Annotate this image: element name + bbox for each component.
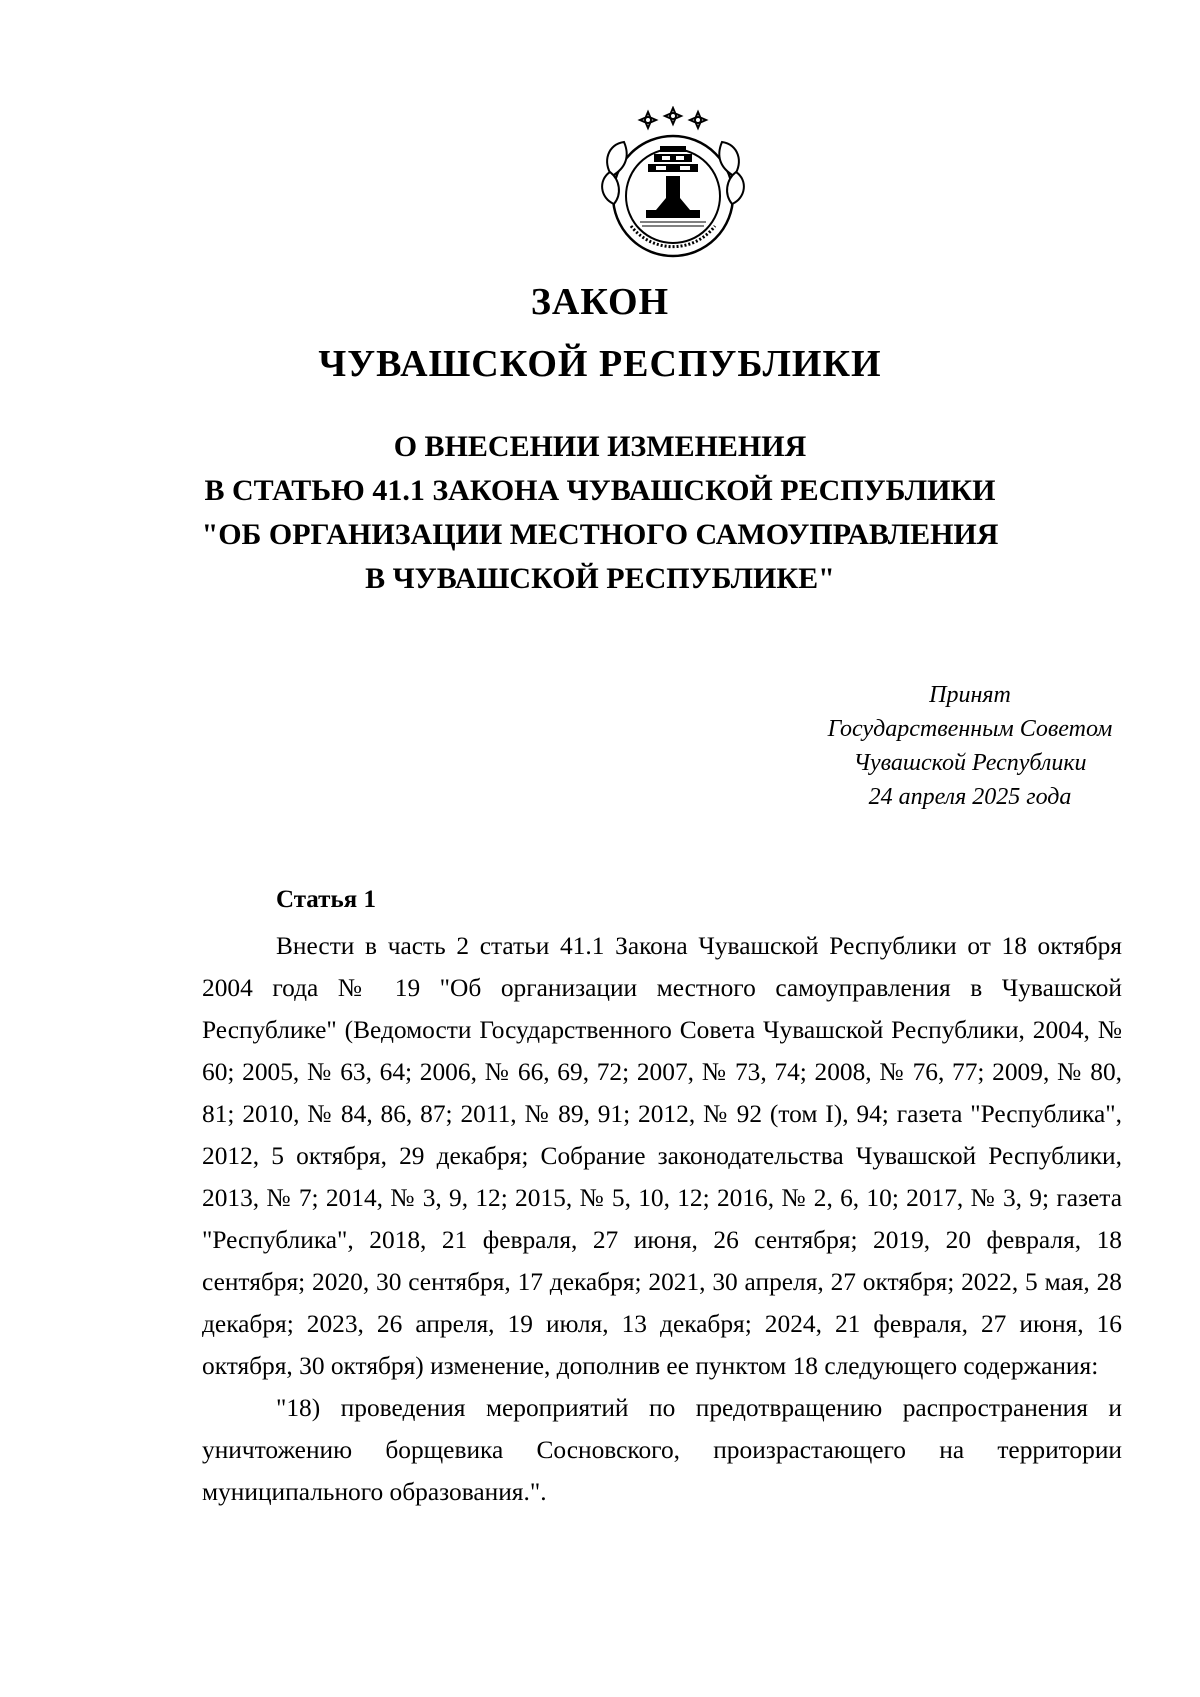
adoption-line: Принят <box>929 682 1011 708</box>
subject-line: "ОБ ОРГАНИЗАЦИИ МЕСТНОГО САМОУПРАВЛЕНИЯ <box>201 518 999 551</box>
adoption-line: Чувашской Республики <box>853 750 1087 776</box>
article-heading: Статья 1 <box>276 886 376 913</box>
article-paragraph: "18) проведения мероприятий по предотвращению распространения и уничтожению борщевика Сосновского, произрастающего на территории муниципального образования.". <box>202 1394 1122 1506</box>
article-paragraph: Внести в часть 2 статьи 41.1 Закона Чувашской Республики от 18 октября 2004 года № 19 "Об организации местного самоуправления в Чувашской Республике" (Ведомости Государственного Совета Чувашской Республики, 2004, № 60; 2005, № 63, 64; 2006, № 66, 69, 72; 2007, № 73, 74; 2008, № 76, 77; 2009, № 80, 81; 2010, № 84, 86, 87; 2011, № 89, 91; 2012, № 92 (том I), 94; газета "Республика", 2012, 5 октября, 29 декабря; Собрание законодательства Чувашской Республики, 2013, № 7; 2014, № 3, 9, 12; 2015, № 5, 10, 12; 2016, № 2, 6, 10; 2017, № 3, 9; газета "Республика", 2018, 21 февраля, 27 июня, 26 сентября; 2019, 20 февраля, 18 сентября; 2020, 30 сентября, 17 декабря; 2021, 30 апреля, 27 октября; 2022, 5 мая, 28 декабря; 2023, 26 апреля, 19 июля, 13 декабря; 2024, 21 февраля, 27 июня, 16 октября, 30 октября) изменение, дополнив ее пунктом 18 следующего содержания: <box>202 932 1122 1380</box>
law-subject <box>0 425 1200 601</box>
adoption-line: Государственным Советом <box>827 716 1113 742</box>
adoption-note <box>780 678 1160 814</box>
subject-line: В СТАТЬЮ 41.1 ЗАКОНА ЧУВАШСКОЙ РЕСПУБЛИКИ <box>204 474 996 507</box>
chuvash-republic-emblem-icon <box>596 106 750 260</box>
republic-title: ЧУВАШСКОЙ РЕСПУБЛИКИ <box>318 343 882 385</box>
adoption-date: 24 апреля 2025 года <box>868 784 1072 810</box>
subject-line: В ЧУВАШСКОЙ РЕСПУБЛИКЕ" <box>365 562 835 595</box>
law-title: ЗАКОН <box>530 281 670 323</box>
article-body <box>202 925 1122 1513</box>
subject-line: О ВНЕСЕНИИ ИЗМЕНЕНИЯ <box>393 430 807 463</box>
